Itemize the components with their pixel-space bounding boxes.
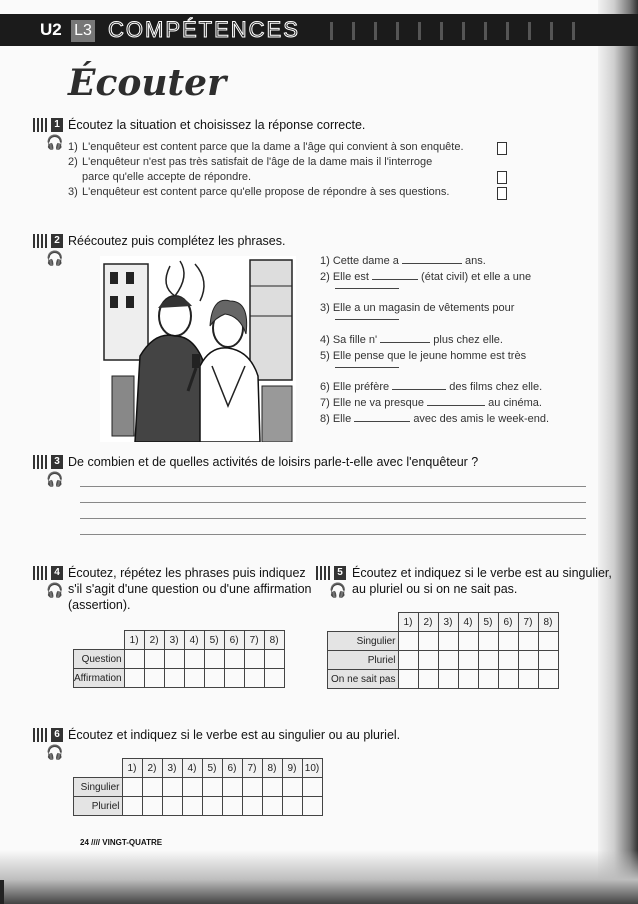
answer-line[interactable] xyxy=(80,534,586,535)
grid-column-header: 1) xyxy=(122,759,142,778)
grid-column-header: 6) xyxy=(222,759,242,778)
grid-answer-cell[interactable] xyxy=(262,797,282,816)
grid-column-header: 3) xyxy=(162,759,182,778)
exercise-number-badge: 3 xyxy=(51,455,63,469)
grid-column-header: 4) xyxy=(182,759,202,778)
lesson-label: L3 xyxy=(71,20,95,42)
grid-row xyxy=(74,669,285,688)
grid-column-header: 6) xyxy=(224,631,244,650)
sentence xyxy=(320,380,542,394)
grid-column-header: 2) xyxy=(144,631,164,650)
grid-row-label: Singulier xyxy=(328,632,399,651)
grid-column-header: 6) xyxy=(498,613,518,632)
grid-answer-cell[interactable] xyxy=(144,650,164,669)
grid-column-header: 5) xyxy=(202,759,222,778)
headphones-icon: 🎧 xyxy=(46,250,64,266)
option-text: L'enquêteur est content parce que la dame a l'âge qui convient à son enquête. xyxy=(82,141,464,153)
ex4-instruction-line: Écoutez, répétez les phrases puis indiquez xyxy=(68,566,306,580)
sentence-start: Elle ne va presque xyxy=(332,397,424,409)
section-title: COMPÉTENCES xyxy=(108,17,300,42)
ex4-instruction-line: (assertion). xyxy=(68,598,131,612)
exercise-number-badge: 4 xyxy=(51,566,63,580)
sentence xyxy=(320,396,542,410)
sentence xyxy=(320,333,503,347)
grid-answer-cell[interactable] xyxy=(538,632,558,651)
grid-answer-cell[interactable] xyxy=(398,632,418,651)
grid-column-header: 1) xyxy=(124,631,144,650)
sentence-number: 3) xyxy=(320,302,330,314)
grid-answer-cell[interactable] xyxy=(264,650,284,669)
ex4-answer-grid xyxy=(73,630,285,688)
ex2-instruction: Réécoutez puis complétez les phrases. xyxy=(68,234,286,248)
exercise-marker-bars xyxy=(33,234,49,248)
grid-corner xyxy=(74,759,123,778)
sentence-start: Cette dame a xyxy=(332,255,399,267)
sentence xyxy=(320,349,526,363)
grid-answer-cell[interactable] xyxy=(182,778,202,797)
grid-answer-cell[interactable] xyxy=(458,632,478,651)
ex6-answer-grid xyxy=(73,758,323,816)
grid-answer-cell[interactable] xyxy=(202,778,222,797)
grid-answer-cell[interactable] xyxy=(144,669,164,688)
grid-answer-cell[interactable] xyxy=(438,651,458,670)
page-number: 24 xyxy=(80,838,89,847)
unit-label: U2 xyxy=(40,20,62,39)
grid-answer-cell[interactable] xyxy=(418,651,438,670)
grid-answer-cell[interactable] xyxy=(122,797,142,816)
fill-blank[interactable] xyxy=(335,367,399,368)
grid-corner xyxy=(328,613,399,632)
sentence-number: 8) xyxy=(320,413,330,425)
grid-answer-cell[interactable] xyxy=(302,797,322,816)
grid-column-header: 3) xyxy=(164,631,184,650)
checkbox[interactable] xyxy=(497,187,507,200)
grid-row xyxy=(74,797,323,816)
grid-answer-cell[interactable] xyxy=(204,650,224,669)
headphones-icon: 🎧 xyxy=(46,471,64,487)
grid-answer-cell[interactable] xyxy=(224,650,244,669)
exercise-number-badge: 5 xyxy=(334,566,346,580)
grid-answer-cell[interactable] xyxy=(124,669,144,688)
grid-row-label: Question xyxy=(74,650,125,669)
grid-column-header: 7) xyxy=(242,759,262,778)
grid-answer-cell[interactable] xyxy=(538,670,558,689)
page-right-shadow xyxy=(598,0,638,904)
sentence-start: Elle préfère xyxy=(332,381,390,393)
headphones-icon: 🎧 xyxy=(46,744,64,760)
grid-answer-cell[interactable] xyxy=(222,797,242,816)
option-number: 2) xyxy=(68,156,78,168)
sentence-number: 6) xyxy=(320,381,330,393)
option-text: parce qu'elle accepte de répondre. xyxy=(82,171,252,183)
grid-column-header: 8) xyxy=(264,631,284,650)
sentence-number: 2) xyxy=(320,271,330,283)
page-title: Écouter xyxy=(68,62,227,104)
grid-row-label: Affirmation xyxy=(74,669,125,688)
ex3-instruction: De combien et de quelles activités de loisirs parle-t-elle avec l'enquêteur ? xyxy=(68,455,479,469)
checkbox[interactable] xyxy=(497,142,507,155)
grid-column-header: 1) xyxy=(398,613,418,632)
grid-answer-cell[interactable] xyxy=(438,670,458,689)
fill-blank[interactable] xyxy=(402,263,462,264)
fill-blank[interactable] xyxy=(372,279,418,280)
header-bars xyxy=(330,22,590,40)
grid-answer-cell[interactable] xyxy=(518,632,538,651)
ex6-instruction: Écoutez et indiquez si le verbe est au singulier ou au pluriel. xyxy=(68,728,401,742)
footer-separator: //// xyxy=(91,838,101,847)
grid-answer-cell[interactable] xyxy=(518,670,538,689)
answer-line[interactable] xyxy=(80,518,586,519)
grid-answer-cell[interactable] xyxy=(142,797,162,816)
ex4-instruction-line: s'il s'agit d'une question ou d'une affirmation xyxy=(68,582,312,596)
option-text: L'enquêteur est content parce qu'elle propose de répondre à ses questions. xyxy=(82,186,450,198)
grid-answer-cell[interactable] xyxy=(162,778,182,797)
grid-answer-cell[interactable] xyxy=(244,650,264,669)
grid-answer-cell[interactable] xyxy=(184,650,204,669)
sentence-start: Elle est xyxy=(332,271,369,283)
fill-blank[interactable] xyxy=(427,405,485,406)
grid-header-row xyxy=(74,631,285,650)
fill-blank[interactable] xyxy=(392,389,446,390)
grid-answer-cell[interactable] xyxy=(302,778,322,797)
grid-row xyxy=(74,778,323,797)
grid-answer-cell[interactable] xyxy=(498,670,518,689)
fill-blank[interactable] xyxy=(335,288,399,289)
sentence-end: avec des amis le week-end. xyxy=(413,413,550,425)
grid-row-label: Singulier xyxy=(74,778,123,797)
sentence-end: ans. xyxy=(465,255,486,267)
grid-answer-cell[interactable] xyxy=(418,670,438,689)
exercise-number-badge: 2 xyxy=(51,234,63,248)
headphones-icon: 🎧 xyxy=(329,582,347,598)
sentence-end: au cinéma. xyxy=(488,397,542,409)
grid-row-label: On ne sait pas xyxy=(328,670,399,689)
sentence-end: (état civil) et elle a une xyxy=(421,271,532,283)
grid-column-header: 2) xyxy=(418,613,438,632)
sentence-end: plus chez elle. xyxy=(433,334,503,346)
sentence xyxy=(320,412,549,426)
grid-answer-cell[interactable] xyxy=(418,632,438,651)
grid-answer-cell[interactable] xyxy=(478,651,498,670)
grid-column-header: 7) xyxy=(518,613,538,632)
grid-answer-cell[interactable] xyxy=(458,670,478,689)
sentence xyxy=(320,301,514,315)
grid-answer-cell[interactable] xyxy=(438,632,458,651)
headphones-icon: 🎧 xyxy=(46,134,64,150)
grid-corner xyxy=(74,631,125,650)
grid-answer-cell[interactable] xyxy=(498,632,518,651)
sentence-start: Elle xyxy=(332,413,352,425)
grid-answer-cell[interactable] xyxy=(124,650,144,669)
exercise-marker-bars xyxy=(33,728,49,742)
answer-line[interactable] xyxy=(80,502,586,503)
exercise-marker-bars xyxy=(316,566,332,580)
sentence-number: 1) xyxy=(320,255,330,267)
page-word: VINGT-QUATRE xyxy=(102,838,163,847)
grid-answer-cell[interactable] xyxy=(164,650,184,669)
page-left-mark xyxy=(0,880,4,904)
grid-answer-cell[interactable] xyxy=(478,632,498,651)
grid-answer-cell[interactable] xyxy=(282,778,302,797)
grid-header-row xyxy=(74,759,323,778)
grid-column-header: 7) xyxy=(244,631,264,650)
fill-blank[interactable] xyxy=(380,342,430,343)
exercise-marker-bars xyxy=(33,566,49,580)
grid-answer-cell[interactable] xyxy=(164,669,184,688)
grid-answer-cell[interactable] xyxy=(538,651,558,670)
exercise-number-badge: 6 xyxy=(51,728,63,742)
interview-illustration xyxy=(100,256,296,442)
grid-header-row xyxy=(328,613,559,632)
sentence-number: 4) xyxy=(320,334,330,346)
grid-row-label: Pluriel xyxy=(328,651,399,670)
grid-answer-cell[interactable] xyxy=(142,778,162,797)
sentence xyxy=(320,254,486,268)
grid-answer-cell[interactable] xyxy=(458,651,478,670)
grid-column-header: 4) xyxy=(184,631,204,650)
sentence-start: Sa fille n' xyxy=(332,334,378,346)
grid-answer-cell[interactable] xyxy=(262,778,282,797)
grid-column-header: 4) xyxy=(458,613,478,632)
fill-blank[interactable] xyxy=(354,421,410,422)
grid-answer-cell[interactable] xyxy=(398,651,418,670)
option-text: L'enquêteur n'est pas très satisfait de l'âge de la dame mais il l'interroge xyxy=(82,156,433,168)
grid-answer-cell[interactable] xyxy=(222,778,242,797)
headphones-icon: 🎧 xyxy=(46,582,64,598)
option-number: 3) xyxy=(68,186,78,198)
grid-answer-cell[interactable] xyxy=(518,651,538,670)
page-footer xyxy=(80,838,162,847)
page-bottom-shadow xyxy=(0,850,638,904)
answer-line[interactable] xyxy=(80,486,586,487)
grid-row xyxy=(74,650,285,669)
grid-column-header: 8) xyxy=(538,613,558,632)
sentence-end: des films chez elle. xyxy=(449,381,543,393)
grid-column-header: 8) xyxy=(262,759,282,778)
grid-column-header: 10) xyxy=(302,759,322,778)
ex5-instruction-line: au pluriel ou si on ne sait pas. xyxy=(352,582,518,596)
ex5-answer-grid xyxy=(327,612,559,689)
grid-answer-cell[interactable] xyxy=(478,670,498,689)
exercise-number-badge: 1 xyxy=(51,118,63,132)
sentence-number: 7) xyxy=(320,397,330,409)
grid-column-header: 3) xyxy=(438,613,458,632)
grid-answer-cell[interactable] xyxy=(184,669,204,688)
grid-row xyxy=(328,670,559,689)
sentence-start: Elle a un magasin de vêtements pour xyxy=(332,302,515,314)
grid-answer-cell[interactable] xyxy=(398,670,418,689)
checkbox[interactable] xyxy=(497,171,507,184)
exercise-marker-bars xyxy=(33,118,49,132)
ex1-instruction: Écoutez la situation et choisissez la réponse correcte. xyxy=(68,118,366,132)
grid-column-header: 2) xyxy=(142,759,162,778)
fill-blank[interactable] xyxy=(335,319,399,320)
grid-answer-cell[interactable] xyxy=(282,797,302,816)
grid-answer-cell[interactable] xyxy=(122,778,142,797)
grid-answer-cell[interactable] xyxy=(162,797,182,816)
sentence xyxy=(320,270,531,284)
grid-answer-cell[interactable] xyxy=(242,797,262,816)
exercise-marker-bars xyxy=(33,455,49,469)
sentence-number: 5) xyxy=(320,350,330,362)
grid-answer-cell[interactable] xyxy=(182,797,202,816)
grid-answer-cell[interactable] xyxy=(202,797,222,816)
grid-column-header: 5) xyxy=(478,613,498,632)
grid-column-header: 9) xyxy=(282,759,302,778)
sentence-start: Elle pense que le jeune homme est très xyxy=(332,350,527,362)
grid-answer-cell[interactable] xyxy=(498,651,518,670)
grid-answer-cell[interactable] xyxy=(204,669,224,688)
grid-row xyxy=(328,651,559,670)
option-number: 1) xyxy=(68,141,78,153)
grid-answer-cell[interactable] xyxy=(244,669,264,688)
grid-row xyxy=(328,632,559,651)
ex5-instruction-line: Écoutez et indiquez si le verbe est au singulier, xyxy=(352,566,612,580)
grid-row-label: Pluriel xyxy=(74,797,123,816)
grid-answer-cell[interactable] xyxy=(264,669,284,688)
grid-answer-cell[interactable] xyxy=(224,669,244,688)
grid-column-header: 5) xyxy=(204,631,224,650)
grid-answer-cell[interactable] xyxy=(242,778,262,797)
